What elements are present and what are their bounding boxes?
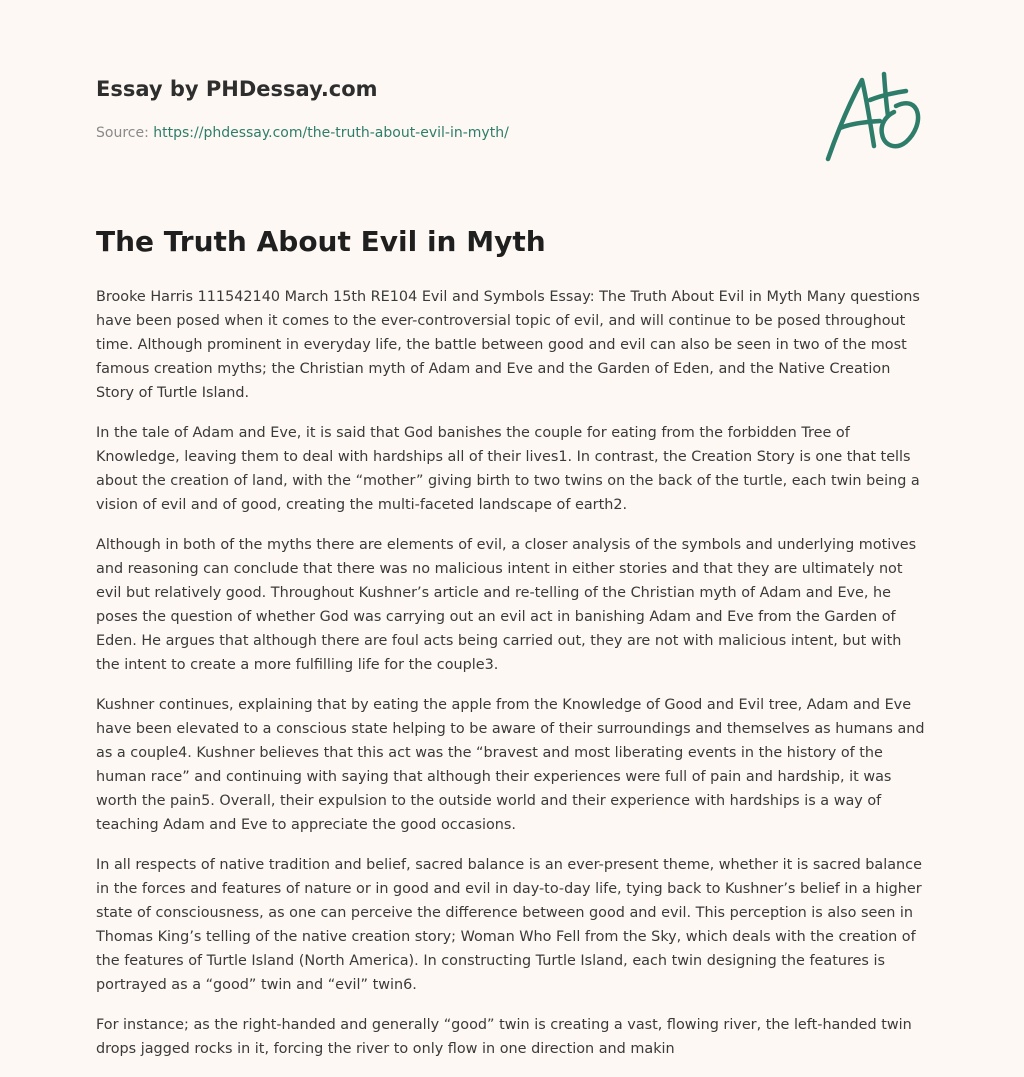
article-body: [96, 285, 928, 1077]
paragraph: Although in both of the myths there are elements of evil, a closer analysis of the symbols and underlying motives and reasoning can conclude that there was no malicious intent in either stories and that they are ultimately not evil but relatively good. Throughout Kushner’s article and re-telling of the Christian myth of Adam and Eve, he poses the question of whether God was carrying out an evil act in banishing Adam and Eve from the Garden of Eden. He argues that although there are foul acts being carried out, they are not with malicious intent, but with the intent to create a more fulfilling life for the couple3.: [96, 537, 917, 673]
paragraph: Kushner continues, explaining that by eating the apple from the Knowledge of Good and Evil tree, Adam and Eve have been elevated to a conscious state helping to be aware of their surroundings and themselves as humans and as a couple4. Kushner believes that this act was the “bravest and most liberating events in the history of the human race” and continuing with saying that although their experiences were full of pain and hardship, it was worth the pain5. Overall, their expulsion to the outside world and their experience with hardships is a way of teaching Adam and Eve to appreciate the good occasions.: [96, 697, 925, 833]
paragraph: For instance; as the right-handed and generally “good” twin is creating a vast, flowing river, the left-handed twin drops jagged rocks in it, forcing the river to only flow in one direction and makin: [96, 1017, 912, 1057]
source-label: Source:: [96, 125, 154, 141]
paragraph: In the tale of Adam and Eve, it is said that God banishes the couple for eating from the forbidden Tree of Knowledge, leaving them to deal with hardships all of their lives1. In contrast, the Creation Story is one that tells about the creation of land, with the “mother” giving birth to two twins on the back of the turtle, each twin being a vision of evil and of good, creating the multi-faceted landscape of earth2.: [96, 425, 920, 513]
source-line: [96, 125, 509, 141]
paragraph: In all respects of native tradition and belief, sacred balance is an ever-present theme, whether it is sacred balance in the forces and features of nature or in good and evil in day-to-day life, tying back to Kushner’s belief in a higher state of consciousness, as one can perceive the difference between good and evil. This perception is also seen in Thomas King’s telling of the native creation story; Woman Who Fell from the Sky, which deals with the creation of the features of Turtle Island (North America). In constructing Turtle Island, each twin designing the features is portrayed as a “good” twin and “evil” twin6.: [96, 857, 922, 993]
source-link[interactable]: https://phdessay.com/the-truth-about-evil-in-myth/: [153, 125, 509, 141]
article-title: The Truth About Evil in Myth: [96, 225, 546, 258]
paragraph: Brooke Harris 111542140 March 15th RE104 Evil and Symbols Essay: The Truth About Evil in Myth Many questions have been posed when it comes to the ever-controversial topic of evil, and will continue to be posed throughout time. Although prominent in everyday life, the battle between good and evil can also be seen in two of the most famous creation myths; the Christian myth of Adam and Eve and the Garden of Eden, and the Native Creation Story of Turtle Island.: [96, 289, 920, 401]
site-brand: Essay by PHDessay.com: [96, 77, 378, 101]
a-plus-logo-icon: [822, 66, 928, 164]
